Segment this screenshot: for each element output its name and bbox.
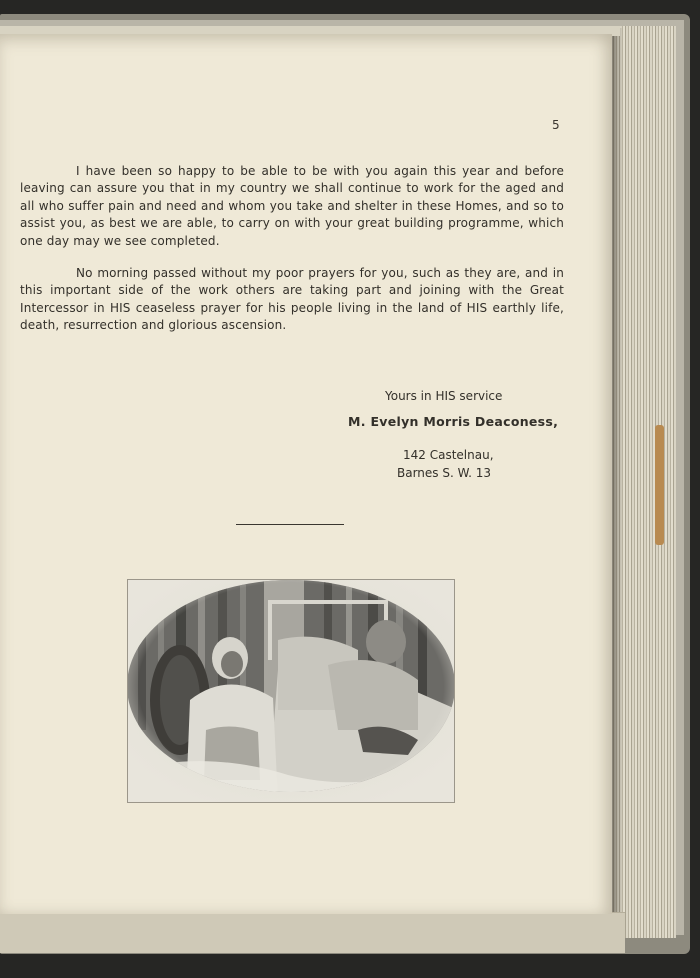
signer-name: M. Evelyn Morris Deaconess, <box>348 414 559 429</box>
address-line-1: 142 Castelnau, <box>403 448 494 462</box>
paragraph-1: I have been so happy to be able to be with you again this year and before leaving can assure you that in my country we shall continue to work for the aged and all who suffer pain and need and whom you take and shelter in these Homes, and so to assist you, as best we are able, to carry on with your great building programme, which one day may we see completed. <box>20 164 564 248</box>
two-elderly-people-icon <box>128 580 454 802</box>
photograph <box>127 579 455 803</box>
paragraph-2: No morning passed without my poor prayers for you, such as they are, and in this important side of the work others are taking part and joining with the Great Intercessor in HIS ceaseless prayer for his people living in the land of HIS earthly life, death, resurrection and glorious ascension. <box>20 266 564 333</box>
address-line-2: Barnes S. W. 13 <box>397 466 491 480</box>
closing-salutation: Yours in HIS service <box>385 389 503 403</box>
bookmark-tab <box>655 425 664 545</box>
page-bottom-edge <box>0 912 625 953</box>
page-gutter-shadow <box>612 28 622 928</box>
document-page <box>0 34 612 914</box>
section-divider <box>236 524 344 525</box>
page-number: 5 <box>552 118 560 132</box>
